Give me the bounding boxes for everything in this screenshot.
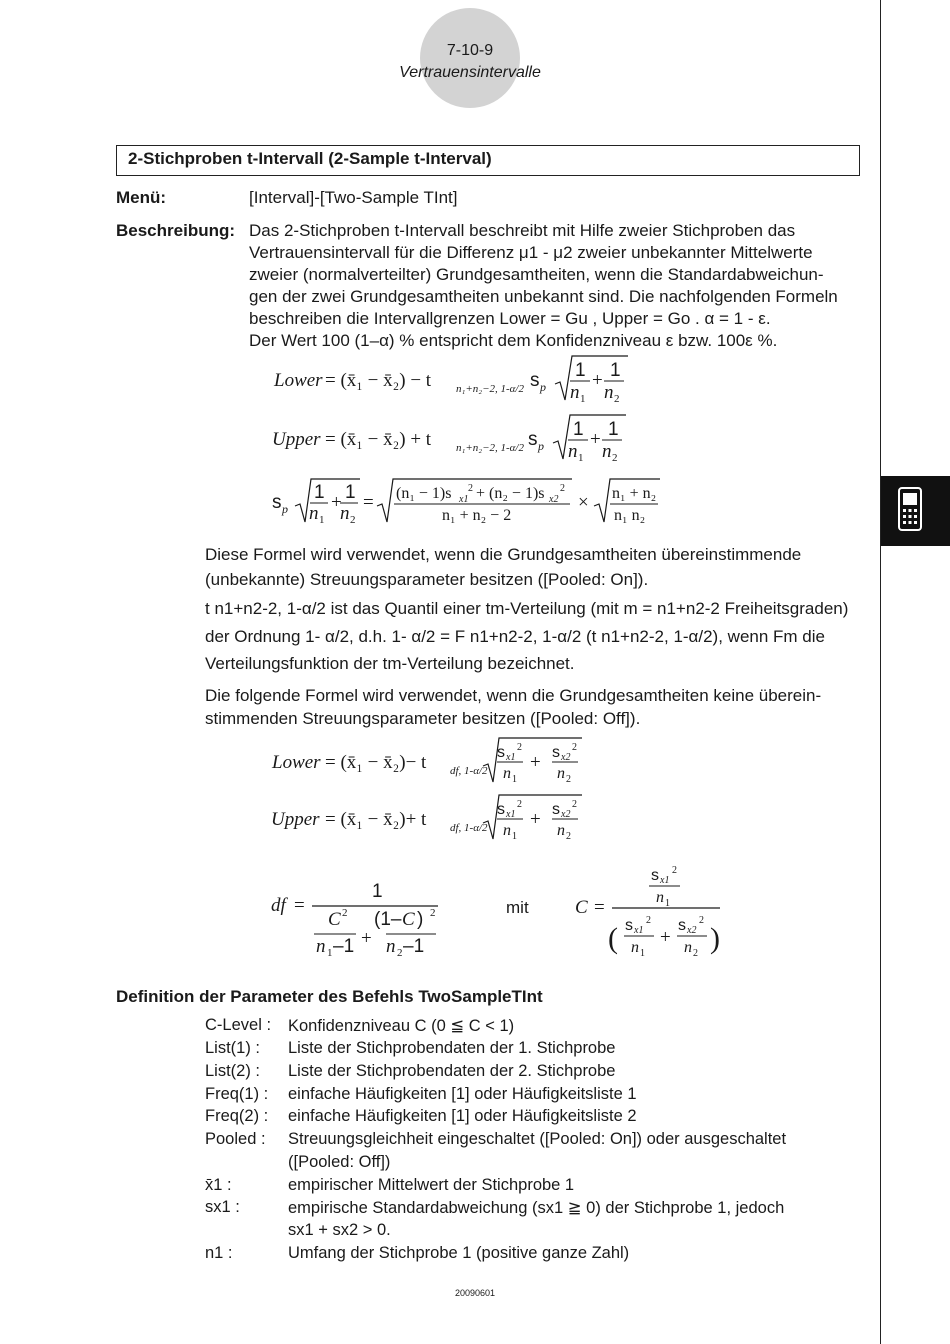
- svg-text:–1: –1: [333, 936, 355, 957]
- svg-text:+: +: [361, 928, 372, 949]
- svg-text:2: 2: [342, 907, 348, 919]
- param-desc: Streuungsgleichheit eingeschaltet ([Pooled: On]) oder ausgeschaltet: [288, 1130, 787, 1148]
- param-desc: empirischer Mittelwert der Stichprobe 1: [288, 1176, 575, 1194]
- calculator-icon: [881, 476, 950, 546]
- svg-text:2: 2: [430, 907, 436, 919]
- section-title: 2-Stichproben t-Intervall (2-Sample t-Interval): [128, 149, 492, 168]
- svg-text:2: 2: [672, 865, 677, 876]
- svg-text:x1: x1: [506, 752, 516, 763]
- param-term: Freq(1) :: [205, 1085, 269, 1103]
- right-margin-rule: [880, 0, 881, 1344]
- svg-text:n: n: [309, 503, 319, 524]
- svg-text:2: 2: [572, 799, 577, 810]
- svg-text:1: 1: [575, 360, 586, 381]
- svg-text:s: s: [497, 744, 505, 761]
- param-term: List(2) :: [205, 1062, 261, 1080]
- svg-text:1: 1: [345, 482, 356, 503]
- svg-text:1: 1: [578, 452, 584, 464]
- svg-text:×: ×: [578, 492, 589, 513]
- param-term: sx1 :: [205, 1198, 240, 1216]
- svg-text:1: 1: [512, 831, 517, 842]
- svg-text:x1: x1: [506, 809, 516, 820]
- svg-text:n: n: [568, 441, 578, 462]
- svg-text:= (x̄₁ − x̄₂) − t: = (x̄₁ − x̄₂) − t: [325, 370, 432, 391]
- formula-upper-label: Upper: [272, 429, 321, 450]
- formula-df: [271, 881, 438, 959]
- description-line: zweier (normalverteilter) Grundgesamtheiten, wenn die Standardabweichun-: [249, 265, 824, 284]
- svg-text:n₁ + n₂: n₁ + n₂: [612, 485, 657, 502]
- svg-text:df, 1-α/2: df, 1-α/2: [450, 822, 488, 834]
- svg-text:+: +: [331, 492, 342, 513]
- formula-lower-label: Lower: [274, 370, 323, 391]
- svg-text:2: 2: [572, 742, 577, 753]
- svg-text:n: n: [602, 441, 612, 462]
- svg-text:1: 1: [372, 881, 383, 902]
- svg-text:x1: x1: [459, 494, 469, 505]
- pooled-on-line: Diese Formel wird verwendet, wenn die Grundgesamtheiten übereinstimmende: [205, 545, 802, 564]
- svg-text:+: +: [530, 809, 541, 830]
- svg-text:x2: x2: [561, 809, 571, 820]
- formula-sp: [272, 479, 660, 526]
- chapter-title: Vertrauensintervalle: [399, 64, 541, 81]
- param-term: x̄1 :: [205, 1176, 232, 1194]
- svg-text:+ (n₂ − 1)s: + (n₂ − 1)s: [476, 485, 545, 502]
- svg-text:2: 2: [699, 915, 704, 926]
- description-line: beschreiben die Intervallgrenzen Lower = Gu , Upper = Go . α = 1 - ε.: [249, 309, 771, 328]
- svg-text:Upper: Upper: [271, 809, 320, 830]
- param-desc: empirische Standardabweichung (sx1 ≧ 0) der Stichprobe 1, jedoch: [288, 1199, 785, 1217]
- param-desc-cont: ([Pooled: Off]): [288, 1153, 391, 1171]
- mit-label: mit: [506, 898, 529, 917]
- svg-text:2: 2: [350, 514, 356, 526]
- description-line: Der Wert 100 (1–α) % entspricht dem Konfidenzniveau ε bzw. 100ε %.: [249, 331, 778, 350]
- svg-text:1: 1: [573, 419, 584, 440]
- svg-text:x2: x2: [549, 494, 559, 505]
- svg-text:s: s: [530, 370, 540, 391]
- svg-text:(1–: (1–: [374, 909, 402, 930]
- svg-text:2: 2: [693, 948, 698, 959]
- parameters-heading: Definition der Parameter des Befehls TwoSampleTInt: [116, 987, 543, 1006]
- svg-text:n: n: [503, 822, 511, 839]
- svg-text:+: +: [592, 370, 603, 391]
- description-line: gen der zwei Grundgesamtheiten unbekannt sind. Die nachfolgenden Formeln: [249, 287, 838, 306]
- svg-text:1: 1: [610, 360, 621, 381]
- svg-text:+: +: [590, 429, 601, 450]
- svg-text:n: n: [631, 939, 639, 956]
- svg-text:2: 2: [517, 799, 522, 810]
- svg-text:+: +: [660, 927, 671, 948]
- svg-text:(: (: [608, 922, 618, 955]
- svg-text:=: =: [594, 897, 605, 918]
- param-term: Freq(2) :: [205, 1107, 269, 1125]
- param-term: C-Level :: [205, 1016, 272, 1034]
- formula-upper-pooled: [272, 415, 626, 464]
- description-line: Vertrauensintervall für die Differenz μ1 - μ2 zweier unbekannter Mittelwerte: [249, 243, 813, 262]
- svg-text:1: 1: [665, 898, 670, 909]
- svg-text:n₁ n₂: n₁ n₂: [614, 507, 646, 524]
- svg-text:x2: x2: [561, 752, 571, 763]
- formula-upper-unpooled: [271, 795, 582, 842]
- svg-text:s: s: [678, 917, 686, 934]
- svg-text:s: s: [552, 801, 560, 818]
- svg-text:2: 2: [612, 452, 618, 464]
- svg-text:n: n: [684, 939, 692, 956]
- svg-text:): ): [710, 922, 720, 955]
- svg-text:2: 2: [517, 742, 522, 753]
- svg-text:n: n: [557, 765, 565, 782]
- svg-text:–1: –1: [403, 936, 425, 957]
- svg-text:s: s: [528, 429, 538, 450]
- svg-text:x1: x1: [660, 875, 670, 886]
- svg-text:n: n: [604, 382, 614, 403]
- svg-text:p: p: [282, 502, 288, 516]
- param-term: List(1) :: [205, 1039, 261, 1057]
- svg-text:n: n: [557, 822, 565, 839]
- svg-text:2: 2: [397, 947, 403, 959]
- svg-text:x2: x2: [687, 925, 697, 936]
- svg-text:df: df: [271, 895, 286, 916]
- svg-text:n₁+n₂−2, 1-α/2: n₁+n₂−2, 1-α/2: [456, 442, 524, 454]
- svg-text:x1: x1: [634, 925, 644, 936]
- svg-text:n: n: [656, 889, 664, 906]
- svg-text:1: 1: [640, 948, 645, 959]
- svg-text:s: s: [651, 867, 659, 884]
- quantile-line: Verteilungsfunktion der tm-Verteilung bezeichnet.: [205, 654, 575, 673]
- svg-text:=: =: [363, 492, 374, 513]
- svg-text:= (x̄₁ − x̄₂)− t: = (x̄₁ − x̄₂)− t: [325, 752, 427, 773]
- svg-text:n: n: [386, 936, 396, 957]
- formula-c: [575, 865, 720, 959]
- param-term: n1 :: [205, 1244, 233, 1262]
- svg-text:1: 1: [319, 514, 325, 526]
- svg-text:1: 1: [327, 947, 333, 959]
- svg-text:1: 1: [608, 419, 619, 440]
- svg-text:(n₁ − 1)s: (n₁ − 1)s: [396, 485, 452, 502]
- svg-text:2: 2: [560, 483, 565, 494]
- svg-text:2: 2: [566, 831, 571, 842]
- pooled-off-line: stimmenden Streuungsparameter besitzen ([Pooled: Off]).: [205, 709, 641, 728]
- svg-text:1: 1: [512, 774, 517, 785]
- calculator-tab: [881, 476, 950, 546]
- svg-text:p: p: [540, 380, 546, 394]
- pooled-off-line: Die folgende Formel wird verwendet, wenn die Grundgesamtheiten keine überein-: [205, 686, 822, 705]
- svg-text:= (x̄₁ − x̄₂) + t: = (x̄₁ − x̄₂) + t: [325, 429, 432, 450]
- svg-text:2: 2: [468, 483, 473, 494]
- param-desc: einfache Häufigkeiten [1] oder Häufigkeitsliste 2: [288, 1107, 637, 1125]
- param-term: Pooled :: [205, 1130, 266, 1148]
- svg-text:p: p: [538, 439, 544, 453]
- svg-text:2: 2: [646, 915, 651, 926]
- description-label: Beschreibung:: [116, 221, 236, 240]
- menu-label: Menü:: [116, 188, 167, 207]
- svg-text:+: +: [530, 752, 541, 773]
- description-line: Das 2-Stichproben t-Intervall beschreibt mit Hilfe zweier Stichproben das: [249, 221, 796, 240]
- svg-text:1: 1: [580, 393, 586, 405]
- svg-text:2: 2: [566, 774, 571, 785]
- svg-text:1: 1: [314, 482, 325, 503]
- param-desc: Liste der Stichprobendaten der 1. Stichprobe: [288, 1039, 616, 1057]
- svg-text:C: C: [328, 909, 341, 930]
- param-desc: Liste der Stichprobendaten der 2. Stichprobe: [288, 1062, 616, 1080]
- menu-value: [Interval]-[Two-Sample TInt]: [249, 188, 458, 207]
- quantile-line: t n1+n2-2, 1-α/2 ist das Quantil einer tm-Verteilung (mit m = n1+n2-2 Freiheitsgraden): [205, 599, 849, 618]
- svg-text:n: n: [570, 382, 580, 403]
- svg-text:n: n: [340, 503, 350, 524]
- svg-text:s: s: [272, 492, 282, 513]
- param-desc: Umfang der Stichprobe 1 (positive ganze Zahl): [288, 1244, 630, 1262]
- formula-lower-pooled: [273, 356, 628, 405]
- pooled-on-line: (unbekannte) Streuungsparameter besitzen ([Pooled: On]).: [205, 570, 649, 589]
- svg-text:n₁+n₂−2, 1-α/2: n₁+n₂−2, 1-α/2: [456, 383, 524, 395]
- svg-text:s: s: [497, 801, 505, 818]
- svg-text:C: C: [402, 909, 415, 930]
- svg-text:): ): [417, 909, 424, 930]
- svg-text:=: =: [294, 895, 305, 916]
- svg-text:2: 2: [614, 393, 620, 405]
- svg-text:n: n: [503, 765, 511, 782]
- quantile-line: der Ordnung 1- α/2, d.h. 1- α/2 = F n1+n2-2, 1-α/2 (t n1+n2-2, 1-α/2), wenn Fm die: [205, 627, 825, 646]
- param-desc-cont: sx1 + sx2 > 0.: [288, 1221, 391, 1239]
- svg-text:s: s: [625, 917, 633, 934]
- param-desc: einfache Häufigkeiten [1] oder Häufigkeitsliste 1: [288, 1085, 637, 1103]
- svg-text:= (x̄₁ − x̄₂)+ t: = (x̄₁ − x̄₂)+ t: [325, 809, 427, 830]
- svg-text:s: s: [552, 744, 560, 761]
- svg-text:n₁ + n₂ − 2: n₁ + n₂ − 2: [442, 507, 512, 524]
- param-desc: Konfidenzniveau C (0 ≦ C < 1): [288, 1017, 515, 1035]
- formula-lower-unpooled: [271, 738, 582, 785]
- svg-text:n: n: [316, 936, 326, 957]
- footer-date-code: 20090601: [454, 1288, 496, 1298]
- svg-text:Lower: Lower: [272, 752, 321, 773]
- page-number: 7-10-9: [446, 42, 494, 59]
- svg-text:df, 1-α/2: df, 1-α/2: [450, 765, 488, 777]
- svg-text:C: C: [575, 897, 588, 918]
